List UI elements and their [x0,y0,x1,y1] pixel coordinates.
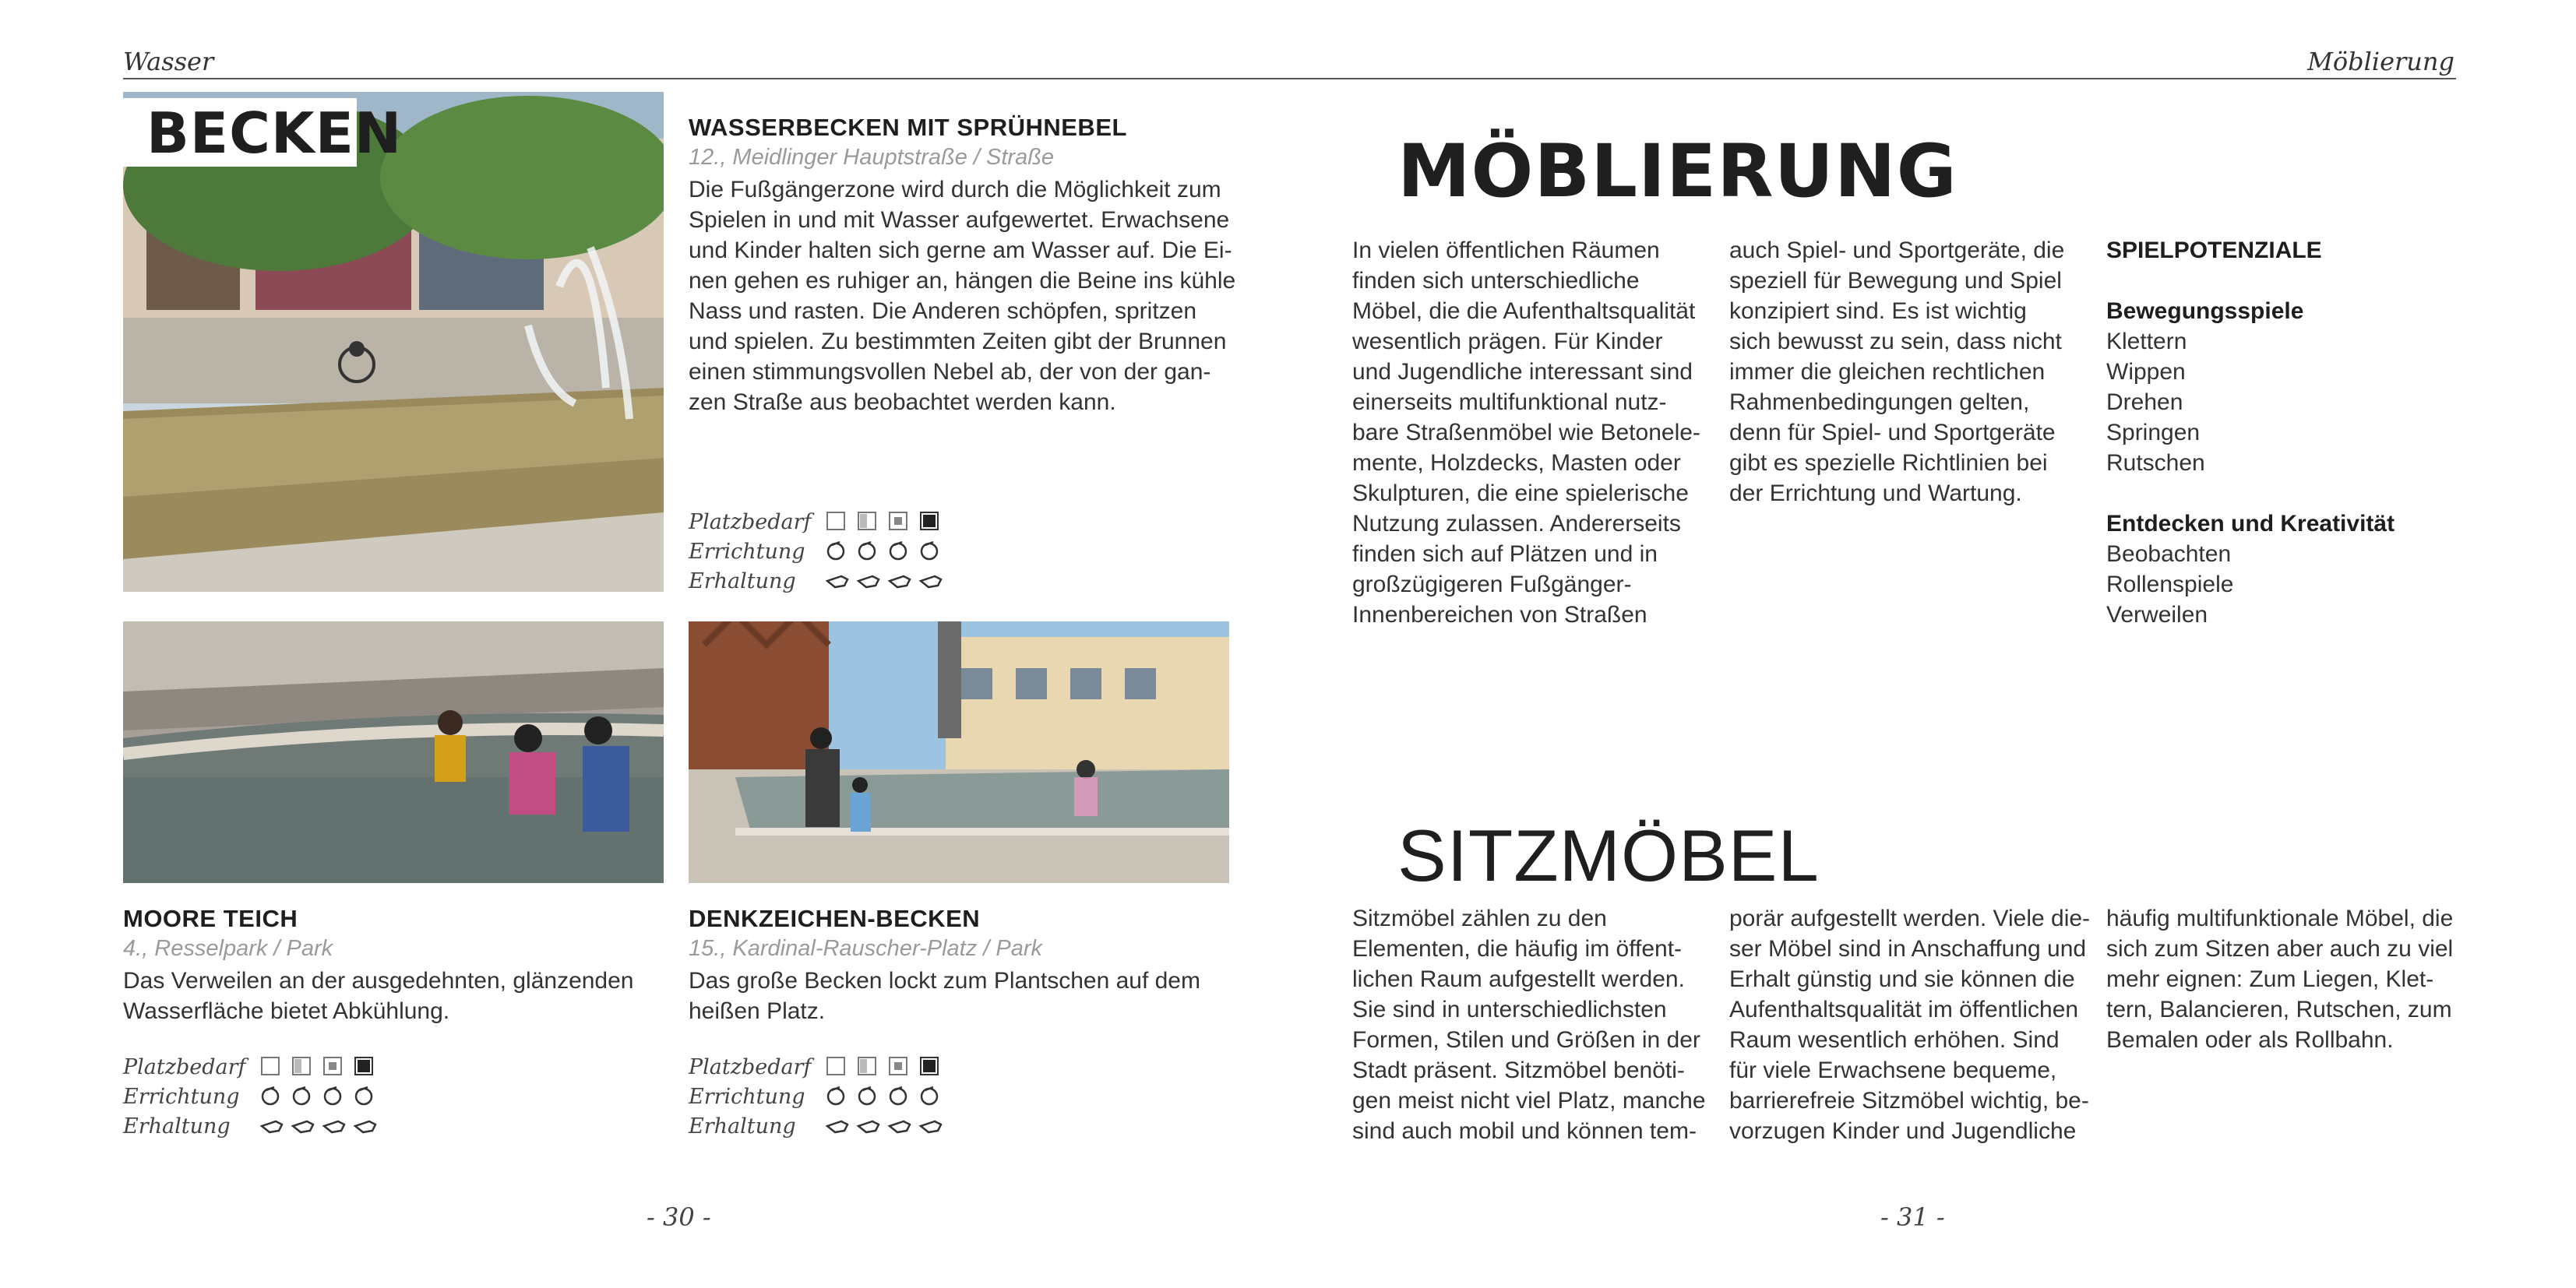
page-number-right: - 31 - [1880,1202,1945,1232]
rating-label-construction: Errichtung [689,540,805,564]
feature-text: Die Fußgängerzone wird durch die Möglichkeit zum Spielen in und mit Wasser aufgewertet. Erwachsene und Kinder halten sich gerne am Wasser auf. Die Ei- nen gehen es ruhiger an, hängen die Beine ins kühle Nass und rasten. Die Anderen schöpfen, spritzen und spielen. Zu bestimmten Zeiten gibt der Brunnen einen stimmungsvollen Nebel ab, der von der gan- zen Straße aus beobachtet werden kann. [689,177,1236,415]
rating-label-maintenance: Erhaltung [689,569,796,593]
bewegungsspiele-list: Klettern Wippen Drehen Springen Rutschen [2106,329,2205,476]
rating-icons-moore [260,1056,385,1142]
spielpotenziale-heading: SPIELPOTENZIALE [2106,238,2322,263]
moeblierung-col2: auch Spiel- und Sportgeräte, die speziell für Bewegung und Spiel konzipiert sind. Es ist wichtig sich bewusst zu sein, dass nicht immer die gleichen rechtlichen Rahmenbedingungen gelten, denn für Spiel- und Sportgeräte gibt es spezielle Richtlinien bei der Errichtung und Wartung. [1729,238,2065,506]
fountain-photo [123,92,664,592]
rating-label-maintenance: Erhaltung [123,1114,231,1138]
page-number-left: - 30 - [647,1202,711,1232]
rating-label-space: Platzbedarf [689,510,812,534]
feature-heading: WASSERBECKEN MIT SPRÜHNEBEL [689,114,1127,141]
section-title-sitzmoebel: SITZMÖBEL [1397,815,1820,896]
space-icons [262,1057,372,1075]
coin-icons [263,1087,372,1104]
space-icons [827,512,938,530]
rating-icons-denkzeichen [826,1056,950,1142]
sitzmoebel-col2: porär aufgestellt werden. Viele die- ser Möbel sind in Anschaffung und Erhalt günstig und sie können die Aufenthaltsqualität im öffentlichen Raum wesentlich erhöhen. Sind für viele Erwachsene bequeme, barrierefreie Sitzmöbel wichtig, be- vorzugen Kinder und Jugendliche [1729,906,2091,1144]
moore-teich-photo [123,621,664,883]
sitzmoebel-col3: häufig multifunktionale Möbel, die sich zum Sitzen aber auch zu viel mehr eignen: Zum Liegen, Klet- tern, Balancieren, Rutschen, zum Bemalen oder als Rollbahn. [2106,906,2454,1053]
bewegungsspiele-heading: Bewegungsspiele [2106,298,2304,324]
hand-icons [827,576,941,587]
space-icons [827,1057,938,1075]
running-header-right: Möblierung [2307,47,2454,76]
rating-labels-feature [689,508,812,596]
rating-label-construction: Errichtung [123,1085,240,1109]
rating-label-space: Platzbedarf [123,1055,246,1079]
rating-label-construction: Errichtung [689,1085,805,1109]
denkzeichen-photo [689,621,1229,883]
rating-label-space: Platzbedarf [689,1055,812,1079]
coin-icons [828,1087,937,1104]
page-title-becken: BECKEN [146,100,403,166]
denkzeichen-text: Das große Becken lockt zum Plantschen auf dem heißen Platz. [689,968,1200,1024]
denkzeichen-location: 15., Kardinal-Rauscher-Platz / Park [689,936,1043,961]
moore-heading: MOORE TEICH [123,905,298,932]
header-rule [123,78,2456,79]
moore-text: Das Verweilen an der ausgedehnten, glänzenden Wasserfläche bietet Abkühlung. [123,968,634,1024]
entdecken-heading: Entdecken und Kreativität [2106,511,2395,537]
feature-location: 12., Meidlinger Hauptstraße / Straße [689,145,1055,170]
entdecken-list: Beobachten Rollenspiele Verweilen [2106,541,2234,628]
rating-labels-moore [123,1053,246,1142]
moore-location: 4., Resselpark / Park [123,936,333,961]
section-title-moeblierung: MÖBLIERUNG [1397,129,1958,214]
rating-labels-denkzeichen [689,1053,812,1142]
rating-icons-feature [826,511,950,596]
coin-icons [828,542,937,559]
moeblierung-col1: In vielen öffentlichen Räumen finden sich unterschiedliche Möbel, die die Aufenthaltsqualität wesentlich prägen. Für Kinder und Jugendliche interessant sind einerseits multifunktional nutz- bare Straßenmöbel wie Betonele- mente, Holzdecks, Masten oder Skulpturen, die eine spielerische Nutzung zulassen. Andererseits finden sich auf Plätzen und in großzügigeren Fußgänger- Innenbereichen von Straßen [1352,238,1700,628]
sitzmoebel-col1: Sitzmöbel zählen zu den Elementen, die häufig im öffent- lichen Raum aufgestellt werden. Sie sind in unterschiedlichsten Formen, Stilen und Größen in der Stadt präsent. Sitzmöbel benöti- gen meist nicht viel Platz, manche sind auch mobil und können tem- [1352,906,1706,1144]
denkzeichen-heading: DENKZEICHEN-BECKEN [689,905,981,932]
hand-icons [827,1121,941,1132]
running-header-left: Wasser [123,47,214,76]
spielpotenziale-box [2106,235,2449,630]
rating-label-maintenance: Erhaltung [689,1114,796,1138]
hand-icons [262,1121,375,1132]
